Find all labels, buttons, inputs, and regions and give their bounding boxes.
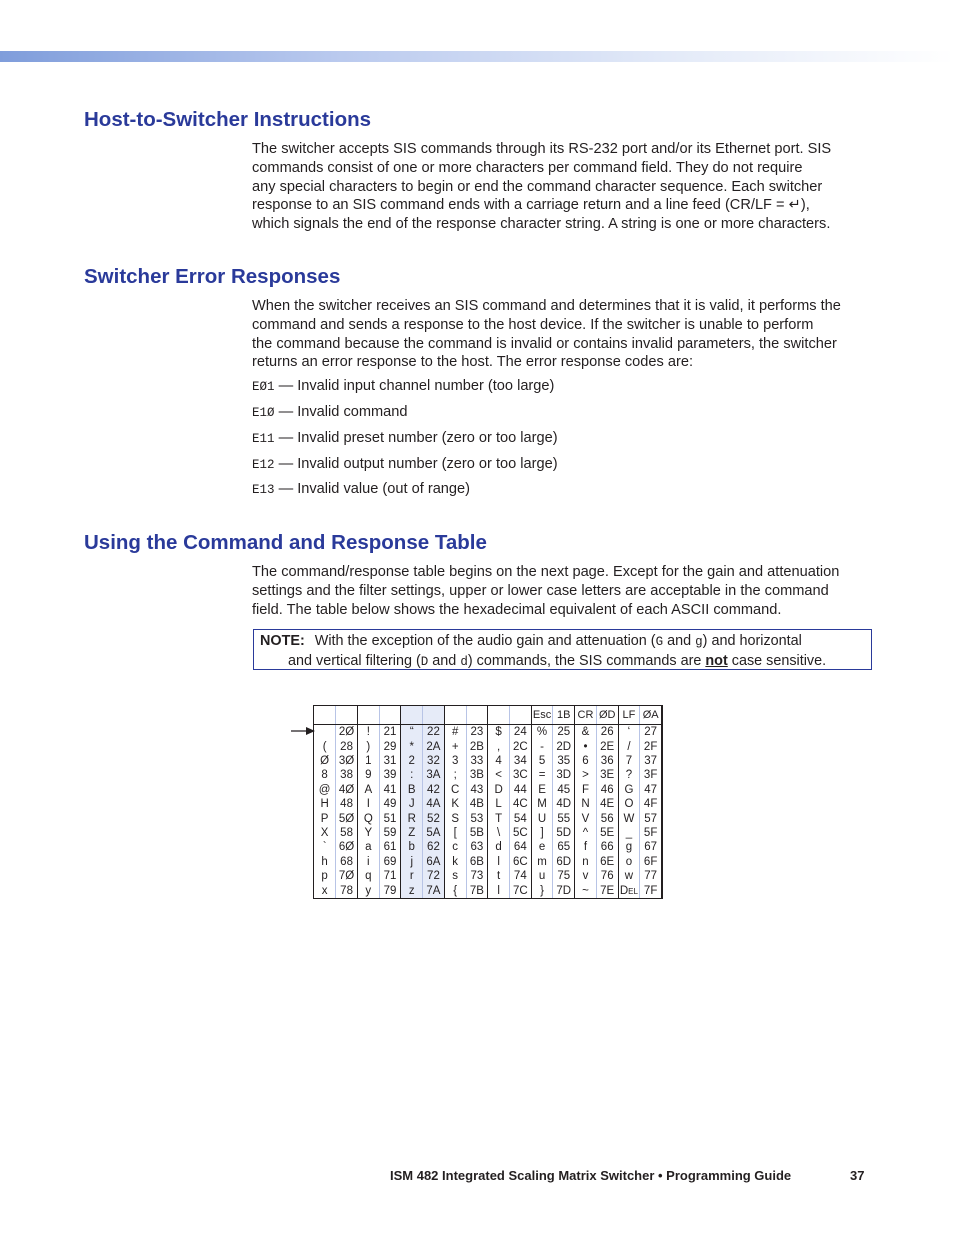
ascii-row [314, 754, 662, 768]
ascii-hex-cell: 3Ø [336, 754, 358, 768]
ascii-hex-cell: 77 [640, 869, 662, 883]
ascii-char-cell: y [357, 883, 379, 898]
ascii-char-cell: 8 [314, 768, 336, 782]
ascii-hex-cell: ØA [640, 706, 662, 725]
host-line: any special characters to begin or end the command character sequence. Each switcher [252, 178, 823, 195]
ascii-hex-cell: 2D [553, 739, 575, 753]
ascii-char-cell: i [357, 855, 379, 869]
ascii-hex-cell: 68 [336, 855, 358, 869]
ascii-char-cell: _ [618, 826, 640, 840]
ascii-char-cell: O [618, 797, 640, 811]
ascii-hex-cell: 44 [509, 783, 531, 797]
ascii-hex-cell: 22 [423, 725, 445, 740]
ascii-char-cell: ; [444, 768, 466, 782]
ascii-char-cell: Z [401, 826, 423, 840]
ascii-hex-cell: 51 [379, 811, 401, 825]
table-line: field. The table below shows the hexadecimal equivalent of each ASCII command. [252, 601, 782, 618]
ascii-char-cell: n [575, 855, 597, 869]
ascii-hex-cell: 5E [596, 826, 618, 840]
ascii-char-cell: ~ [575, 883, 597, 898]
ascii-char-cell: > [575, 768, 597, 782]
ascii-char-cell: g [618, 840, 640, 854]
ascii-char-cell: * [401, 739, 423, 753]
errors-line: returns an error response to the host. The error response codes are: [252, 354, 694, 371]
ascii-hex-cell: 41 [379, 783, 401, 797]
ascii-hex-cell: 46 [596, 783, 618, 797]
ascii-char-cell: CR [575, 706, 597, 725]
ascii-char-cell: @ [314, 783, 336, 797]
ascii-hex-cell: 1B [553, 706, 575, 725]
ascii-char-cell: o [618, 855, 640, 869]
ascii-hex-cell: 56 [596, 811, 618, 825]
ascii-char-cell: 7 [618, 754, 640, 768]
ascii-hex-cell: 6F [640, 855, 662, 869]
ascii-char-cell: b [401, 840, 423, 854]
ascii-hex-cell: 72 [423, 869, 445, 883]
ascii-char-cell [401, 706, 423, 725]
ascii-hex-cell: 5C [509, 826, 531, 840]
ascii-char-cell: ) [357, 739, 379, 753]
error-code-item: EØ1 — Invalid input channel number (too large) [252, 378, 555, 394]
ascii-char-cell: Q [357, 811, 379, 825]
ascii-hex-cell [466, 706, 488, 725]
ascii-char-cell [618, 883, 640, 898]
ascii-hex-cell: 7Ø [336, 869, 358, 883]
ascii-char-cell: C [444, 783, 466, 797]
error-code-item: E13 — Invalid value (out of range) [252, 481, 471, 497]
ascii-hex-cell: 6B [466, 855, 488, 869]
ascii-hex-cell: 7D [553, 883, 575, 898]
ascii-hex-cell: 23 [466, 725, 488, 740]
ascii-hex-cell: 25 [553, 725, 575, 740]
ascii-char-cell: K [444, 797, 466, 811]
ascii-char-cell: J [401, 797, 423, 811]
ascii-hex-cell: 6C [509, 855, 531, 869]
ascii-hex-cell: 33 [466, 754, 488, 768]
ascii-hex-cell: 71 [379, 869, 401, 883]
ascii-hex-cell: 5D [553, 826, 575, 840]
ascii-hex-cell: 31 [379, 754, 401, 768]
ascii-char-cell [314, 706, 336, 725]
section-title-command-table: Using the Command and Response Table [84, 531, 487, 554]
ascii-char-cell: “ [401, 725, 423, 740]
ascii-char-cell: p [314, 869, 336, 883]
ascii-hex-cell: 63 [466, 840, 488, 854]
ascii-char-cell: F [575, 783, 597, 797]
note-line-1: NOTE: With the exception of the audio gain and attenuation (G and g) and horizontal [260, 633, 802, 649]
ascii-hex-cell: 28 [336, 739, 358, 753]
ascii-hex-cell: 37 [640, 754, 662, 768]
ascii-hex-cell: 5B [466, 826, 488, 840]
ascii-char-cell: v [575, 869, 597, 883]
ascii-char-cell: X [314, 826, 336, 840]
ascii-hex-cell: 2B [466, 739, 488, 753]
errors-line: When the switcher receives an SIS command and determines that it is valid, it performs the [252, 298, 841, 314]
ascii-char-cell: P [314, 811, 336, 825]
ascii-row [314, 797, 662, 811]
ascii-hex-cell: 58 [336, 826, 358, 840]
ascii-char-cell: G [618, 783, 640, 797]
ascii-hex-cell: 4E [596, 797, 618, 811]
ascii-char-cell: m [531, 855, 553, 869]
ascii-hex-cell: 4Ø [336, 783, 358, 797]
ascii-char-cell: - [531, 739, 553, 753]
error-code-item: E1Ø — Invalid command [252, 404, 408, 420]
ascii-hex-cell: 7E [596, 883, 618, 898]
ascii-char-cell: ‘ [618, 725, 640, 740]
ascii-hex-cell: 73 [466, 869, 488, 883]
ascii-hex-cell: 69 [379, 855, 401, 869]
ascii-char-cell: E [531, 783, 553, 797]
ascii-row [314, 855, 662, 869]
ascii-hex-cell: 54 [509, 811, 531, 825]
ascii-hex-cell: 32 [423, 754, 445, 768]
ascii-char-cell: { [444, 883, 466, 898]
ascii-hex-cell: 49 [379, 797, 401, 811]
host-paragraph [252, 140, 870, 234]
ascii-hex-cell: 2C [509, 739, 531, 753]
del-label: Del [619, 884, 638, 897]
ascii-char-cell: t [488, 869, 510, 883]
ascii-hex-cell: 61 [379, 840, 401, 854]
ascii-char-cell: N [575, 797, 597, 811]
section-title-host-to-switcher: Host-to-Switcher Instructions [84, 108, 372, 131]
ascii-hex-cell: 39 [379, 768, 401, 782]
ascii-char-cell: % [531, 725, 553, 740]
ascii-char-cell: z [401, 883, 423, 898]
ascii-row [314, 826, 662, 840]
ascii-char-cell: 4 [488, 754, 510, 768]
ascii-char-cell: f [575, 840, 597, 854]
ascii-hex-cell: 78 [336, 883, 358, 898]
ascii-hex-cell: 35 [553, 754, 575, 768]
ascii-hex-cell: 5A [423, 826, 445, 840]
header-gradient-bar [0, 51, 954, 62]
ascii-char-cell: # [444, 725, 466, 740]
ascii-char-cell: e [531, 840, 553, 854]
ascii-char-cell: A [357, 783, 379, 797]
ascii-hex-cell: 5Ø [336, 811, 358, 825]
ascii-char-cell: ? [618, 768, 640, 782]
ascii-char-cell: LF [618, 706, 640, 725]
ascii-char-cell: = [531, 768, 553, 782]
ascii-hex-cell: 26 [596, 725, 618, 740]
ascii-hex-cell: 55 [553, 811, 575, 825]
ascii-char-cell: B [401, 783, 423, 797]
ascii-char-cell: ( [314, 739, 336, 753]
ascii-char-cell: j [401, 855, 423, 869]
ascii-char-cell: I [357, 797, 379, 811]
ascii-char-cell: ^ [575, 826, 597, 840]
ascii-hex-cell: 24 [509, 725, 531, 740]
ascii-hex-cell: 3E [596, 768, 618, 782]
errors-line: the command because the command is invalid or contains invalid parameters, the switcher [252, 335, 837, 352]
ascii-hex-cell: 52 [423, 811, 445, 825]
ascii-char-cell: $ [488, 725, 510, 740]
ascii-char-cell: • [575, 739, 597, 753]
ascii-char-cell: l [488, 855, 510, 869]
ascii-hex-cell: 66 [596, 840, 618, 854]
ascii-hex-cell: 76 [596, 869, 618, 883]
ascii-hex-cell: 7A [423, 883, 445, 898]
ascii-header-row [314, 706, 662, 725]
ascii-hex-cell: 3F [640, 768, 662, 782]
arrow-right-icon [291, 725, 315, 737]
ascii-hex-cell: 74 [509, 869, 531, 883]
ascii-char-cell: W [618, 811, 640, 825]
ascii-hex-cell: 3A [423, 768, 445, 782]
errors-paragraph [252, 297, 870, 372]
ascii-char-cell: s [444, 869, 466, 883]
ascii-char-cell: S [444, 811, 466, 825]
ascii-char-cell: ] [531, 826, 553, 840]
ascii-hex-cell [379, 706, 401, 725]
ascii-hex-cell: 3B [466, 768, 488, 782]
ascii-hex-cell [336, 706, 358, 725]
host-line: commands consist of one or more characters per command field. They do not require [252, 159, 803, 176]
ascii-char-cell [444, 706, 466, 725]
ascii-hex-cell: 6D [553, 855, 575, 869]
table-line: settings and the filter settings, upper or lower case letters are acceptable in the command [252, 582, 829, 599]
ascii-hex-cell: 65 [553, 840, 575, 854]
table-line: The command/response table begins on the next page. Except for the gain and attenuation [252, 564, 840, 580]
ascii-char-cell: 2 [401, 754, 423, 768]
note-box [253, 629, 872, 670]
ascii-char-cell: & [575, 725, 597, 740]
ascii-hex-cell: 6E [596, 855, 618, 869]
ascii-hex-cell: 57 [640, 811, 662, 825]
ascii-row [314, 869, 662, 883]
ascii-hex-cell: 45 [553, 783, 575, 797]
ascii-hex-cell: 36 [596, 754, 618, 768]
ascii-hex-cell: 2A [423, 739, 445, 753]
ascii-char-cell: k [444, 855, 466, 869]
ascii-table-grid [314, 706, 662, 898]
ascii-hex-cell: 4B [466, 797, 488, 811]
host-line: which signals the end of the response character string. A string is one or more characters. [252, 216, 831, 233]
note-label: NOTE: [260, 633, 305, 649]
ascii-hex-cell: 79 [379, 883, 401, 898]
ascii-hex-cell: 29 [379, 739, 401, 753]
ascii-hex-cell: 4D [553, 797, 575, 811]
ascii-char-cell: 1 [357, 754, 379, 768]
ascii-hex-cell: 53 [466, 811, 488, 825]
ascii-row [314, 811, 662, 825]
ascii-char-cell: 6 [575, 754, 597, 768]
section-title-error-responses: Switcher Error Responses [84, 265, 341, 288]
ascii-hex-cell: 38 [336, 768, 358, 782]
ascii-char-cell: c [444, 840, 466, 854]
ascii-hex-cell: 48 [336, 797, 358, 811]
ascii-hex-cell: 21 [379, 725, 401, 740]
ascii-hex-cell: 3D [553, 768, 575, 782]
ascii-hex-cell: 7F [640, 883, 662, 898]
ascii-hex-cell: ØD [596, 706, 618, 725]
ascii-char-cell: 9 [357, 768, 379, 782]
footer-title: ISM 482 Integrated Scaling Matrix Switcher • Programming Guide [390, 1168, 792, 1183]
ascii-hex-cell: 43 [466, 783, 488, 797]
ascii-char-cell: [ [444, 826, 466, 840]
ascii-hex-cell: 4C [509, 797, 531, 811]
ascii-hex-cell: 6Ø [336, 840, 358, 854]
error-code-item: E12 — Invalid output number (zero or too large) [252, 456, 558, 472]
ascii-row [314, 883, 662, 898]
ascii-char-cell: + [444, 739, 466, 753]
ascii-hex-cell: 42 [423, 783, 445, 797]
ascii-row [314, 739, 662, 753]
ascii-char-cell: } [531, 883, 553, 898]
ascii-hex-cell: 67 [640, 840, 662, 854]
ascii-char-cell: d [488, 840, 510, 854]
ascii-char-cell: Esc [531, 706, 553, 725]
ascii-char-cell: a [357, 840, 379, 854]
ascii-char-cell: T [488, 811, 510, 825]
ascii-char-cell [357, 706, 379, 725]
ascii-row [314, 768, 662, 782]
ascii-char-cell: V [575, 811, 597, 825]
ascii-char-cell: 3 [444, 754, 466, 768]
ascii-hex-cell: 75 [553, 869, 575, 883]
ascii-char-cell: r [401, 869, 423, 883]
host-line: response to an SIS command ends with a carriage return and a line feed (CR/LF = ↵), [252, 197, 810, 214]
ascii-char-cell: l [488, 883, 510, 898]
ascii-hex-cell: 27 [640, 725, 662, 740]
ascii-char-cell: , [488, 739, 510, 753]
ascii-hex-cell: 4A [423, 797, 445, 811]
ascii-char-cell: H [314, 797, 336, 811]
ascii-hex-cell: 47 [640, 783, 662, 797]
ascii-char-cell: R [401, 811, 423, 825]
ascii-hex-cell: 34 [509, 754, 531, 768]
ascii-char-cell: < [488, 768, 510, 782]
ascii-hex-cell: 2F [640, 739, 662, 753]
ascii-char-cell: L [488, 797, 510, 811]
table-paragraph [252, 563, 870, 619]
page-number: 37 [850, 1168, 865, 1183]
ascii-char-cell: Ø [314, 754, 336, 768]
ascii-char-cell [314, 725, 336, 740]
ascii-char-cell: U [531, 811, 553, 825]
ascii-row [314, 725, 662, 740]
error-code-item: E11 — Invalid preset number (zero or too large) [252, 430, 558, 446]
ascii-char-cell: : [401, 768, 423, 782]
ascii-hex-cell: 5F [640, 826, 662, 840]
ascii-char-cell: ` [314, 840, 336, 854]
ascii-hex-cell: 64 [509, 840, 531, 854]
ascii-char-cell [488, 706, 510, 725]
ascii-char-cell: u [531, 869, 553, 883]
ascii-hex-cell: 59 [379, 826, 401, 840]
ascii-hex-cell: 2E [596, 739, 618, 753]
ascii-hex-cell [423, 706, 445, 725]
ascii-char-cell: h [314, 855, 336, 869]
ascii-char-cell: x [314, 883, 336, 898]
ascii-char-cell: ! [357, 725, 379, 740]
ascii-hex-cell: 6A [423, 855, 445, 869]
ascii-char-cell: / [618, 739, 640, 753]
ascii-hex-table [313, 705, 663, 899]
ascii-row [314, 840, 662, 854]
ascii-hex-cell: 2Ø [336, 725, 358, 740]
host-line: The switcher accepts SIS commands through its RS-232 port and/or its Ethernet port. SIS [252, 141, 832, 157]
ascii-hex-cell: 7C [509, 883, 531, 898]
ascii-hex-cell: 3C [509, 768, 531, 782]
ascii-char-cell: M [531, 797, 553, 811]
errors-line: command and sends a response to the host device. If the switcher is unable to perform [252, 316, 814, 333]
ascii-char-cell: 5 [531, 754, 553, 768]
ascii-char-cell: Y [357, 826, 379, 840]
ascii-hex-cell: 4F [640, 797, 662, 811]
ascii-hex-cell: 62 [423, 840, 445, 854]
ascii-char-cell: \ [488, 826, 510, 840]
ascii-char-cell: q [357, 869, 379, 883]
note-line-2: and vertical filtering (D and d) commands, the SIS commands are not case sensitive. [288, 653, 827, 669]
ascii-char-cell: D [488, 783, 510, 797]
ascii-char-cell: w [618, 869, 640, 883]
ascii-row [314, 783, 662, 797]
ascii-hex-cell: 7B [466, 883, 488, 898]
ascii-hex-cell [509, 706, 531, 725]
